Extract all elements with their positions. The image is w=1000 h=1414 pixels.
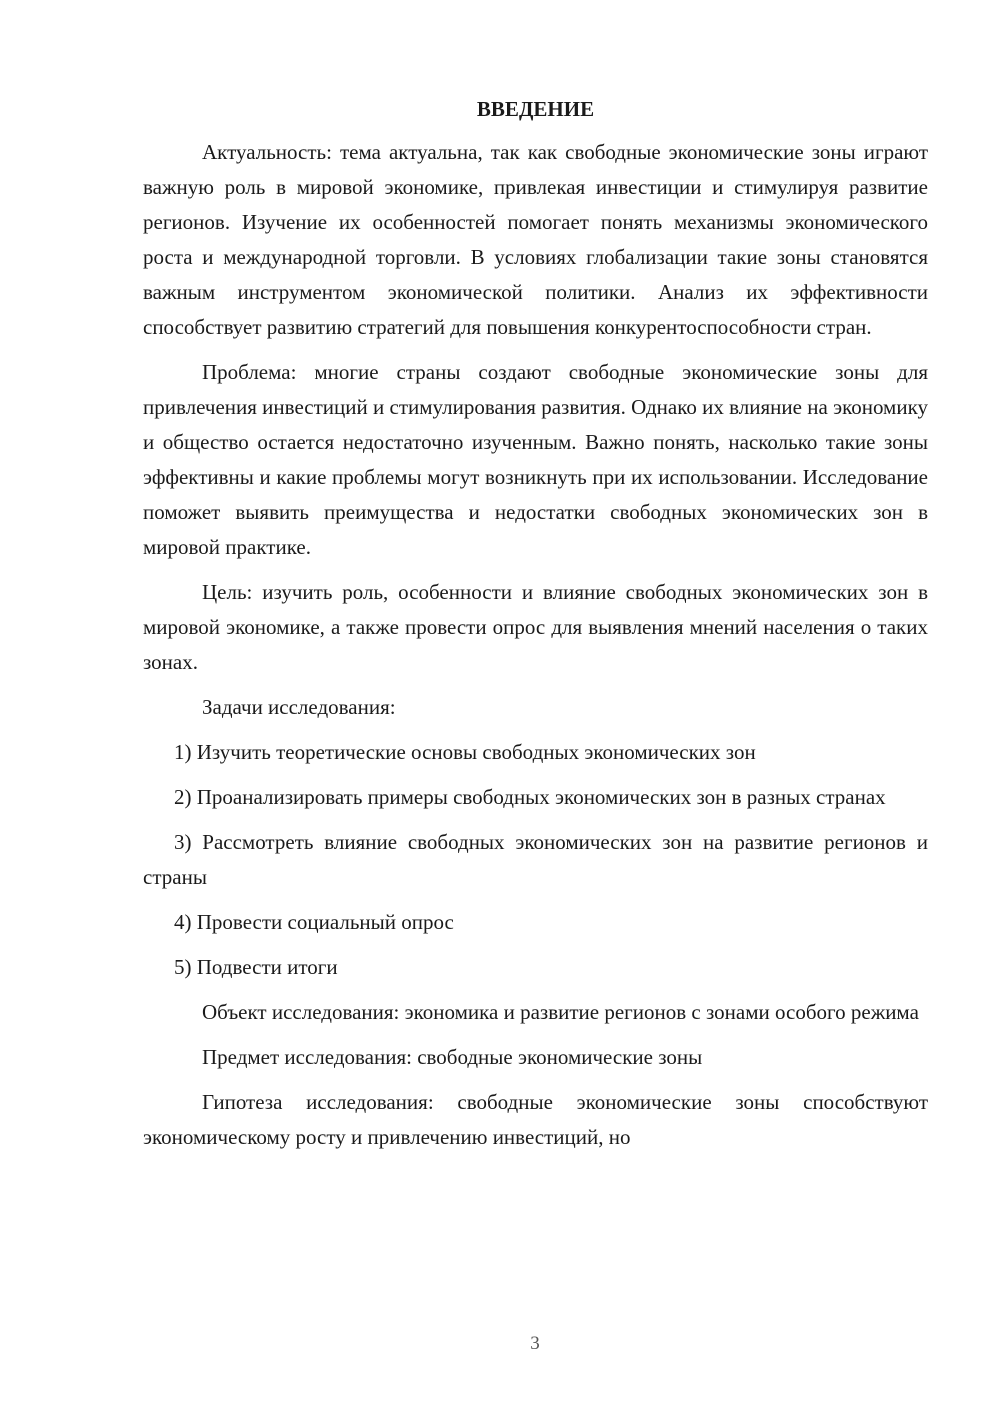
paragraph-object: Объект исследования: экономика и развитие регионов с зонами особого режима (202, 1000, 919, 1024)
paragraph-subject: Предмет исследования: свободные экономические зоны (202, 1045, 703, 1069)
task-item-2: 2) Проанализировать примеры свободных экономических зон в разных странах (174, 785, 886, 809)
paragraph-problem: Проблема: многие страны создают свободные экономические зоны для привлечения инвестиций и стимулирования развития. Однако их влияние на экономику и общество остается недостаточно изученным. Важно понять, насколько такие зоны эффективны и какие проблемы могут возникнуть при их использовании. Исследование поможет выявить преимущества и недостатки свободных экономических зон в мировой практике. (143, 360, 928, 559)
paragraph-tasks-heading: Задачи исследования: (202, 695, 396, 719)
paragraph-hypothesis: Гипотеза исследования: свободные экономические зоны способствуют экономическому росту и привлечению инвестиций, но (143, 1090, 928, 1149)
paragraph-goal: Цель: изучить роль, особенности и влияние свободных экономических зон в мировой экономике, а также провести опрос для выявления мнений населения о таких зонах. (143, 580, 928, 674)
task-item-5: 5) Подвести итоги (174, 955, 338, 979)
section-heading: ВВЕДЕНИЕ (476, 97, 595, 121)
page-number: 3 (530, 1333, 540, 1354)
task-item-4: 4) Провести социальный опрос (174, 910, 454, 934)
task-item-3: 3) Рассмотреть влияние свободных экономических зон на развитие регионов и страны (143, 830, 928, 889)
task-item-1: 1) Изучить теоретические основы свободных экономических зон (174, 740, 756, 764)
page-content (143, 92, 928, 1165)
paragraph-relevance: Актуальность: тема актуальна, так как свободные экономические зоны играют важную роль в мировой экономике, привлекая инвестиции и стимулируя развитие регионов. Изучение их особенностей помогает понять механизмы экономического роста и международной торговли. В условиях глобализации такие зоны становятся важным инструментом экономической политики. Анализ их эффективности способствует развитию стратегий для повышения конкурентоспособности стран. (143, 140, 928, 339)
